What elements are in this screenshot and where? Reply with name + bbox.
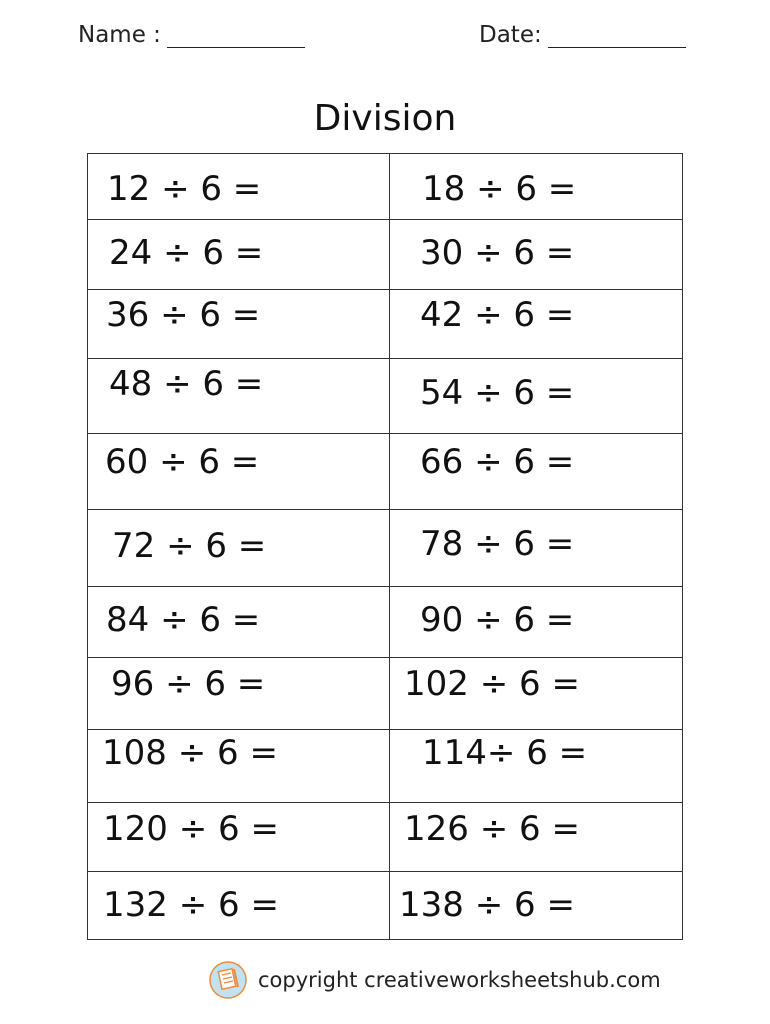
problem-14: 90 ÷ 6 = xyxy=(420,600,575,640)
problem-15: 96 ÷ 6 = xyxy=(111,664,266,704)
row-divider xyxy=(88,289,682,290)
problem-20: 126 ÷ 6 = xyxy=(404,809,580,849)
row-divider xyxy=(88,657,682,658)
row-divider xyxy=(88,729,682,730)
copyright-text: copyright creativeworksheetshub.com xyxy=(258,968,661,992)
row-divider xyxy=(88,586,682,587)
problem-grid xyxy=(87,153,683,940)
problem-5: 36 ÷ 6 = xyxy=(106,295,261,335)
worksheet-title: Division xyxy=(313,98,457,139)
row-divider xyxy=(88,433,682,434)
row-divider xyxy=(88,871,682,872)
date-field[interactable] xyxy=(479,22,686,48)
row-divider xyxy=(88,802,682,803)
problem-4: 30 ÷ 6 = xyxy=(420,233,575,273)
copyright-footer xyxy=(208,960,661,1000)
problem-10: 66 ÷ 6 = xyxy=(420,442,575,482)
problem-19: 120 ÷ 6 = xyxy=(103,809,279,849)
row-divider xyxy=(88,219,682,220)
row-divider xyxy=(88,509,682,510)
problem-3: 24 ÷ 6 = xyxy=(109,233,264,273)
problem-17: 108 ÷ 6 = xyxy=(102,733,278,773)
problem-13: 84 ÷ 6 = xyxy=(106,600,261,640)
problem-11: 72 ÷ 6 = xyxy=(112,526,267,566)
column-divider xyxy=(389,154,390,939)
problem-18: 114÷ 6 = xyxy=(422,733,588,773)
problem-22: 138 ÷ 6 = xyxy=(399,885,575,925)
problem-9: 60 ÷ 6 = xyxy=(105,442,260,482)
worksheet-logo-icon xyxy=(208,960,248,1000)
problem-6: 42 ÷ 6 = xyxy=(420,295,575,335)
problem-21: 132 ÷ 6 = xyxy=(103,885,279,925)
problem-2: 18 ÷ 6 = xyxy=(422,169,577,209)
name-label: Name : xyxy=(78,22,161,48)
date-blank-line[interactable] xyxy=(548,25,686,48)
problem-8: 54 ÷ 6 = xyxy=(420,373,575,413)
row-divider xyxy=(88,358,682,359)
problem-1: 12 ÷ 6 = xyxy=(107,169,262,209)
name-field[interactable] xyxy=(78,22,305,48)
date-label: Date: xyxy=(479,22,542,48)
problem-7: 48 ÷ 6 = xyxy=(109,364,264,404)
name-blank-line[interactable] xyxy=(167,25,305,48)
problem-12: 78 ÷ 6 = xyxy=(420,524,575,564)
problem-16: 102 ÷ 6 = xyxy=(404,664,580,704)
